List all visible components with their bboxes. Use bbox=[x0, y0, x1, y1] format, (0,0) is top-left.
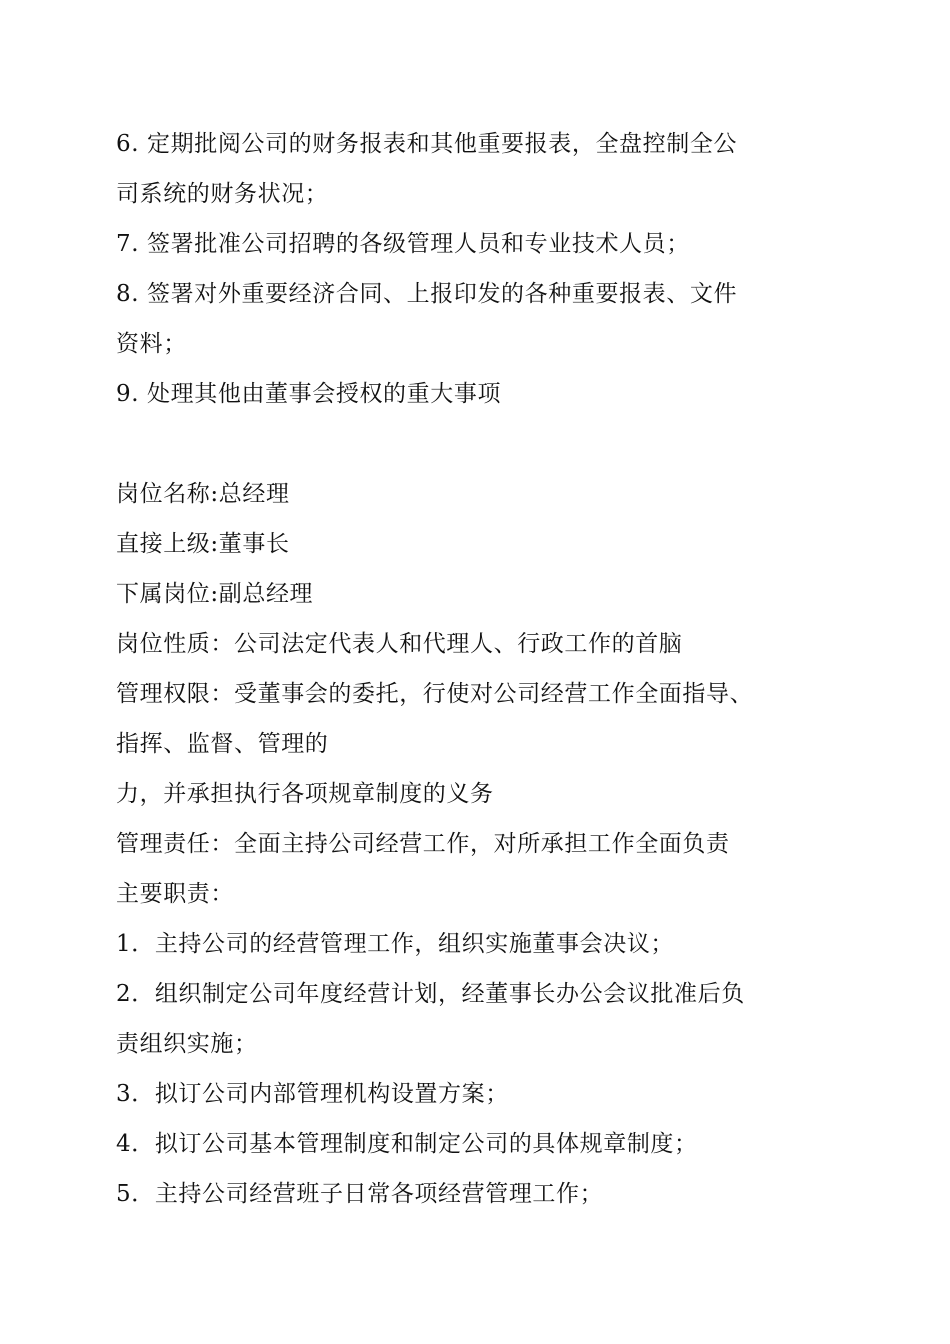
management-authority: 管理权限：受董事会的委托，行使对公司经营工作全面指导、 bbox=[116, 681, 754, 707]
document-page bbox=[116, 119, 816, 1219]
duty-item-7: 7. 签署批准公司招聘的各级管理人员和专业技术人员； bbox=[116, 231, 690, 257]
main-duty-4: 4．拟订公司基本管理制度和制定公司的具体规章制度； bbox=[116, 1131, 698, 1157]
duty-item-6-continued: 司系统的财务状况； bbox=[116, 181, 329, 207]
duty-item-8: 8. 签署对外重要经济合同、上报印发的各种重要报表、文件 bbox=[116, 281, 738, 307]
management-responsibility: 管理责任：全面主持公司经营工作，对所承担工作全面负责 bbox=[116, 831, 730, 857]
position-name: 岗位名称:总经理 bbox=[116, 481, 290, 507]
management-authority-continued: 指挥、监督、管理的 bbox=[116, 731, 329, 757]
direct-superior: 直接上级:董事长 bbox=[116, 531, 290, 557]
position-nature: 岗位性质：公司法定代表人和代理人、行政工作的首脑 bbox=[116, 631, 683, 657]
blank-line bbox=[116, 419, 816, 469]
main-duty-2: 2．组织制定公司年度经营计划，经董事长办公会议批准后负 bbox=[116, 981, 745, 1007]
main-duty-5: 5．主持公司经营班子日常各项经营管理工作； bbox=[116, 1181, 604, 1207]
main-duty-1: 1．主持公司的经营管理工作，组织实施董事会决议； bbox=[116, 931, 675, 957]
subordinate-position: 下属岗位:副总经理 bbox=[116, 581, 314, 607]
duty-item-9: 9. 处理其他由董事会授权的重大事项 bbox=[116, 381, 502, 407]
main-duty-2-continued: 责组织实施； bbox=[116, 1031, 258, 1057]
main-duties-heading: 主要职责： bbox=[116, 881, 234, 907]
duty-item-8-continued: 资料； bbox=[116, 331, 187, 357]
management-authority-continued-2: 力，并承担执行各项规章制度的义务 bbox=[116, 781, 494, 807]
duty-item-6: 6. 定期批阅公司的财务报表和其他重要报表，全盘控制全公 bbox=[116, 131, 738, 157]
main-duty-3: 3．拟订公司内部管理机构设置方案； bbox=[116, 1081, 509, 1107]
